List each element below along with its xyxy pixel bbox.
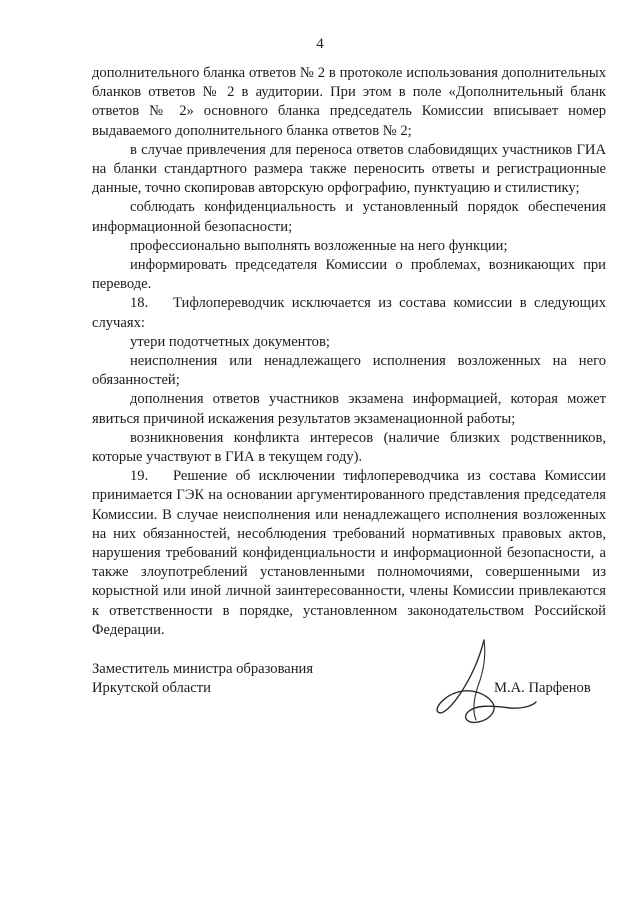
document-body: [92, 64, 606, 640]
paragraph: [92, 352, 606, 390]
paragraph-text: соблюдать конфиденциальность и установленный порядок обеспечения информационной безопасности;: [92, 199, 606, 235]
paragraph: [92, 333, 606, 352]
paragraph-number: 18.: [130, 295, 149, 312]
signature-block: [92, 660, 606, 740]
paragraph-number: 19.: [130, 468, 149, 485]
paragraph: [92, 429, 606, 467]
paragraph: [92, 256, 606, 294]
paragraph-text: профессионально выполнять возложенные на него функции;: [130, 237, 508, 254]
paragraph-text: неисполнения или ненадлежащего исполнения возложенных на него обязанностей;: [92, 353, 606, 389]
paragraph-text: информировать председателя Комиссии о проблемах, возникающих при переводе.: [92, 257, 606, 293]
paragraph-text: Тифлопереводчик исключается из состава комиссии в следующих случаях:: [92, 295, 606, 331]
paragraph: [92, 390, 606, 428]
signer-name: М.А. Парфенов: [494, 680, 591, 696]
paragraph-text: в случае привлечения для переноса ответов слабовидящих участников ГИА на бланки стандартного размера также переносить ответы и регистрационные данные, точно скопировав авторскую орфографию, пунктуацию и стилистику;: [92, 141, 606, 197]
paragraph-text: утери подотчетных документов;: [130, 333, 330, 350]
paragraph: [92, 141, 606, 199]
numbered-paragraph: [92, 467, 606, 640]
paragraph-text: Решение об исключении тифлопереводчика из состава Комиссии принимается ГЭК на основании аргументированного представления председателя Комиссии. В случае неисполнения или ненадлежащего исполнения возложенных на них обязанностей, несоблюдения требований нормативных правовых актов, нарушения требований конфиденциальности и информационной безопасности, а также злоупотреблений установленными полномочиями, совершенными из корыстной или иной личной заинтересованности, члены Комиссии привлекаются к ответственности в порядке, установленном законодательством Российской Федерации.: [92, 468, 606, 638]
signer-title-line: Иркутской области: [92, 680, 211, 696]
paragraph: [92, 237, 606, 256]
paragraph-text: возникновения конфликта интересов (наличие близких родственников, которые участвуют в ГИА в текущем году).: [92, 429, 606, 466]
paragraph: [92, 198, 606, 236]
numbered-paragraph: [92, 294, 606, 332]
page-number: 4: [316, 36, 324, 52]
paragraph: [92, 64, 606, 141]
paragraph-text: дополнительного бланка ответов № 2 в протоколе использования дополнительных бланков ответов № 2 в аудитории. При этом в поле «Дополнительный бланк ответов № 2» основного бланка председатель Комиссии вписывает номер выдаваемого дополнительного бланка ответов № 2;: [92, 65, 606, 139]
signer-title: [92, 660, 392, 698]
signer-title-line: Заместитель министра образования: [92, 661, 314, 677]
paragraph-text: дополнения ответов участников экзамена информацией, которая может явиться причиной искажения результатов экзаменационной работы;: [92, 391, 606, 427]
